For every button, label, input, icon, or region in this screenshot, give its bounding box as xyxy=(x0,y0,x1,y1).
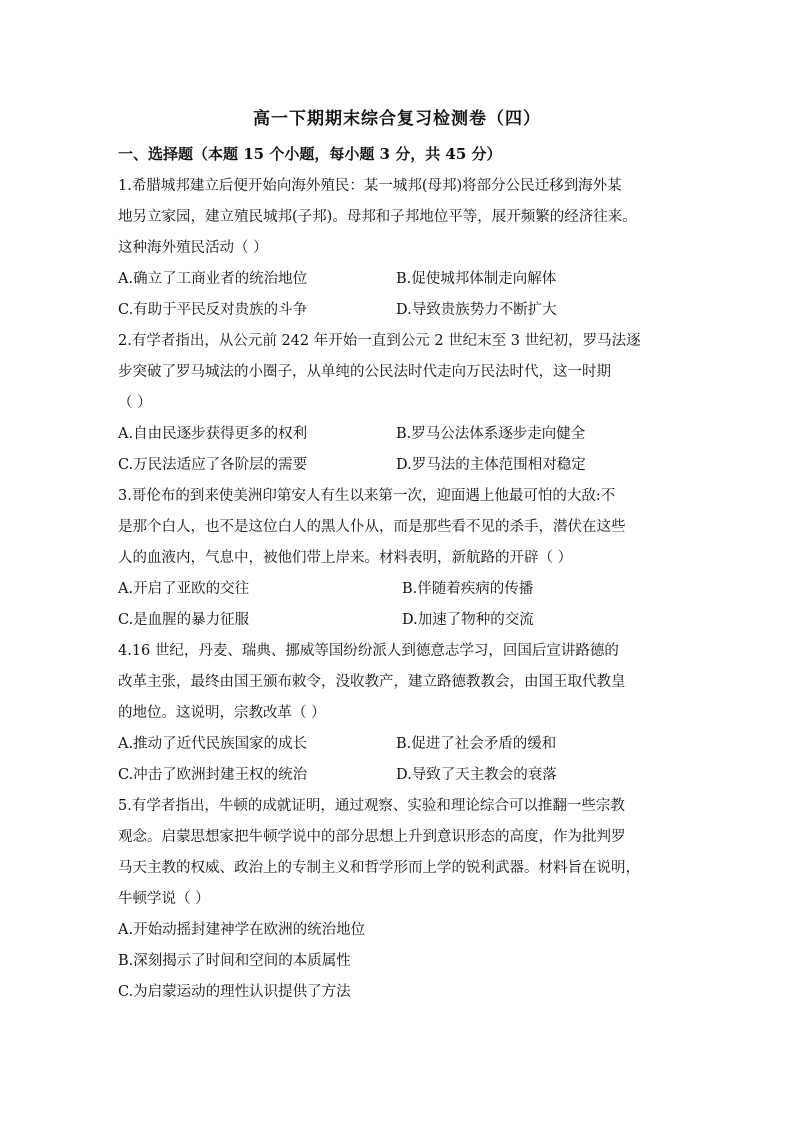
option-a: A.开始动摇封建神学在欧洲的统治地位 xyxy=(118,922,366,938)
question-stem-line: （ ） xyxy=(118,395,152,411)
option-c: C.万民法适应了各阶层的需要 xyxy=(118,457,308,473)
question-stem-line: 地另立家园，建立殖民城邦(子邦)。母邦和子邦地位平等，展开频繁的经济往来。 xyxy=(118,209,637,225)
option-row xyxy=(118,760,678,791)
question-stem-line: 是那个白人，也不是这位白人的黑人仆从，而是那些看不见的杀手，潜伏在这些 xyxy=(118,519,626,535)
question-stem-line: 牛顿学说（ ） xyxy=(118,891,210,907)
question-stem-line: 5.有学者指出，牛顿的成就证明，通过观察、实验和理论综合可以推翻一些宗教 xyxy=(118,798,625,814)
option-row xyxy=(118,450,678,481)
option-a: A.自由民逐步获得更多的权利 xyxy=(118,426,308,442)
option-row xyxy=(118,729,678,760)
option-row xyxy=(118,574,678,605)
question-stem-line: 马天主教的权威、政治上的专制主义和哲学形而上学的锐利武器。材料旨在说明， xyxy=(118,860,640,876)
page-title: 高一下期期末综合复习检测卷（四） xyxy=(253,109,541,129)
question-stem-line: 观念。启蒙思想家把牛顿学说中的部分思想上升到意识形态的高度，作为批判罗 xyxy=(118,829,626,845)
option-d: D.导致了天主教会的衰落 xyxy=(396,767,557,783)
option-b: B.伴随着疾病的传播 xyxy=(402,581,534,597)
question-stem-line: 人的血液内，气息中，被他们带上岸来。材料表明，新航路的开辟（ ） xyxy=(118,550,573,566)
question-stem-line: 4.16 世纪，丹麦、瑞典、挪威等国纷纷派人到德意志学习，回国后宣讲路德的 xyxy=(118,643,619,659)
question-2 xyxy=(118,326,678,481)
question-4 xyxy=(118,636,678,791)
questions-body xyxy=(118,171,678,1008)
question-stem-line: 步突破了罗马城法的小圈子，从单纯的公民法时代走向万民法时代，这一时期 xyxy=(118,364,611,380)
question-3 xyxy=(118,481,678,636)
question-stem-line: 的地位。这说明，宗教改革（ ） xyxy=(118,705,326,721)
option-d: D.导致贵族势力不断扩大 xyxy=(396,302,557,318)
option-a: A.开启了亚欧的交往 xyxy=(118,581,250,597)
option-row xyxy=(118,295,678,326)
option-row xyxy=(118,264,678,295)
option-b: B.深刻揭示了时间和空间的本质属性 xyxy=(118,953,351,969)
question-stem-line: 改革主张，最终由国王颁布敕令，没收教产，建立路德教教会，由国王取代教皇 xyxy=(118,674,626,690)
option-b: B.促使城邦体制走向解体 xyxy=(396,271,557,287)
option-row xyxy=(118,605,678,636)
question-stem-line: 3.哥伦布的到来使美洲印第安人有生以来第一次，迎面遇上他最可怕的大敌:不 xyxy=(118,488,616,504)
question-stem-line: 1.希腊城邦建立后便开始向海外殖民：某一城邦(母邦)将部分公民迁移到海外某 xyxy=(118,178,622,194)
question-stem-line: 这种海外殖民活动（ ） xyxy=(118,240,268,256)
question-1 xyxy=(118,171,678,326)
option-c: C.冲击了欧洲封建王权的统治 xyxy=(118,767,308,783)
option-d: D.加速了物种的交流 xyxy=(402,612,534,628)
question-5 xyxy=(118,791,678,1008)
option-d: D.罗马法的主体范围相对稳定 xyxy=(396,457,586,473)
option-c: C.为启蒙运动的理性认识提供了方法 xyxy=(118,984,351,1000)
option-a: A.推动了近代民族国家的成长 xyxy=(118,736,308,752)
section-heading: 一、选择题（本题 15 个小题，每小题 3 分，共 45 分） xyxy=(118,145,502,163)
option-c: C.有助于平民反对贵族的斗争 xyxy=(118,302,308,318)
option-a: A.确立了工商业者的统治地位 xyxy=(118,271,308,287)
option-c: C.是血腥的暴力征服 xyxy=(118,612,250,628)
option-b: B.罗马公法体系逐步走向健全 xyxy=(396,426,586,442)
question-stem-line: 2.有学者指出，从公元前 242 年开始一直到公元 2 世纪末至 3 世纪初，罗马法逐 xyxy=(118,333,641,349)
option-row xyxy=(118,419,678,450)
option-b: B.促进了社会矛盾的缓和 xyxy=(396,736,557,752)
